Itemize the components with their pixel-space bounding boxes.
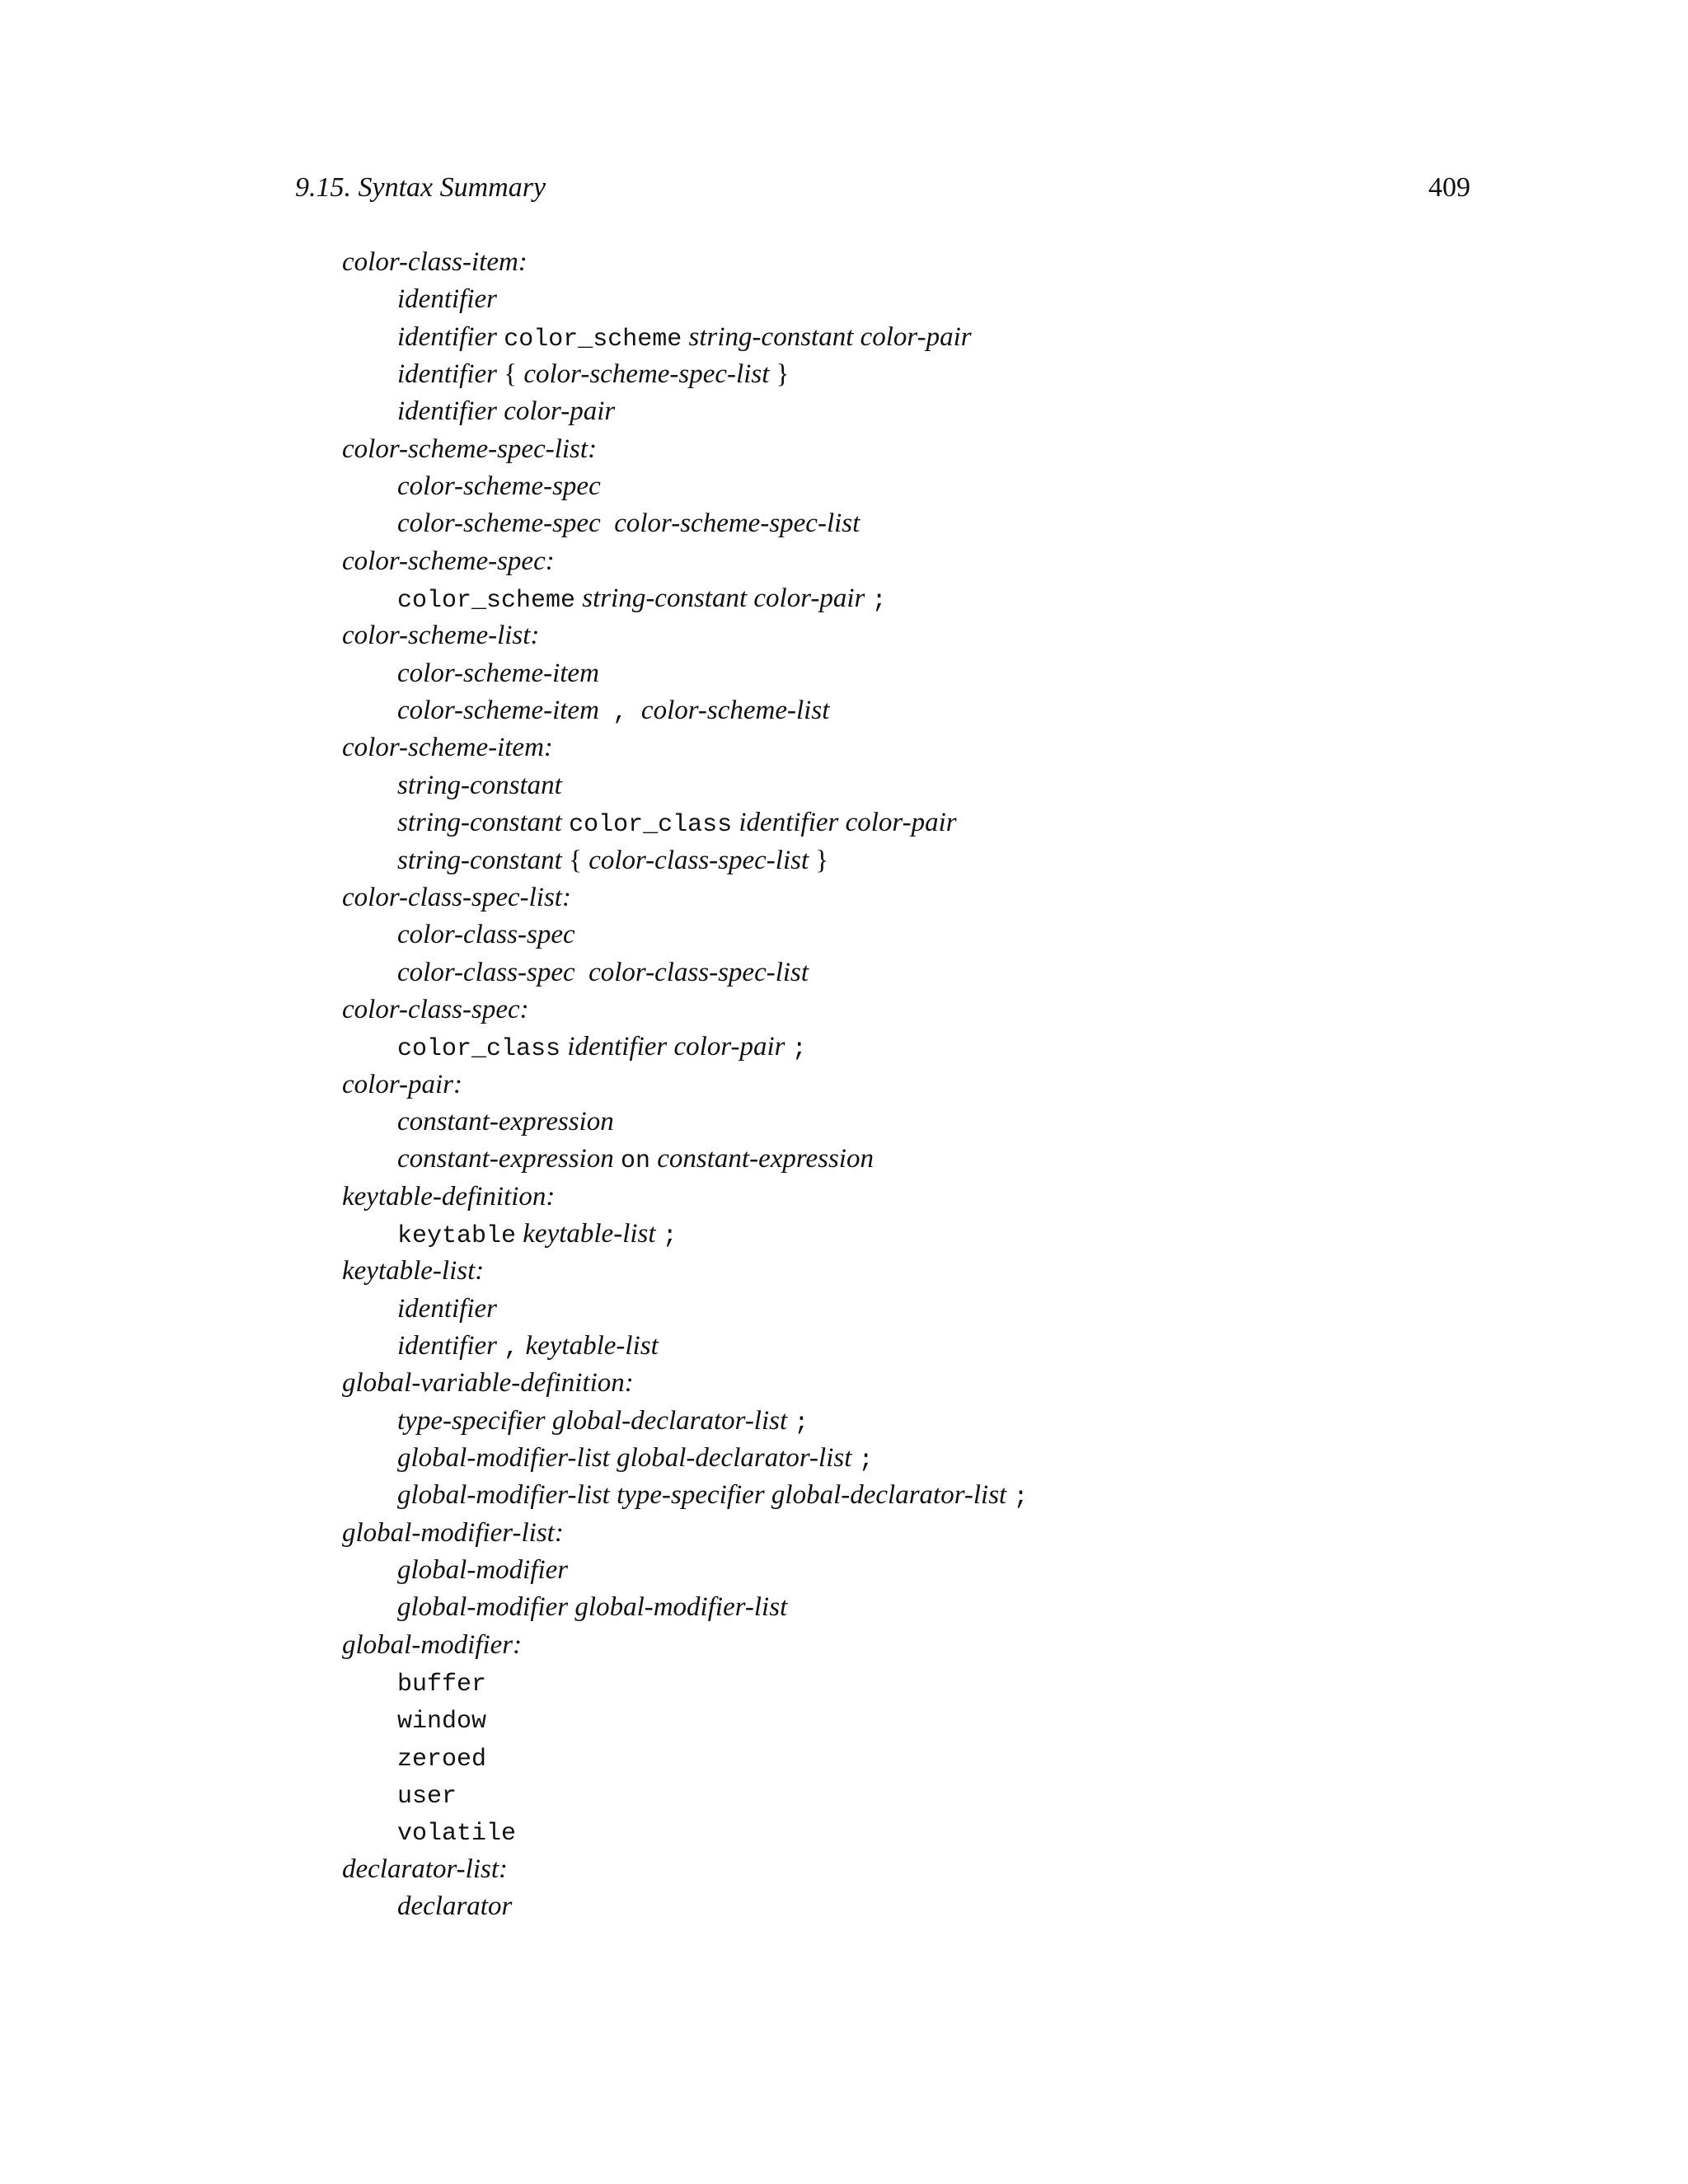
grammar-text: global-variable-definition: [342, 1368, 634, 1399]
grammar-symbol: } [815, 845, 829, 875]
page-number: 409 [1428, 172, 1470, 203]
grammar-symbol: } [776, 359, 790, 390]
grammar-alternative [342, 1701, 1578, 1738]
grammar-nonterminal [342, 1365, 1578, 1402]
grammar-alternative [342, 916, 1578, 954]
grammar-alternative [342, 1552, 1578, 1589]
grammar-text: color-class-spec: [342, 994, 529, 1024]
grammar-alternative [342, 356, 1578, 393]
grammar-keyword: , [504, 1333, 519, 1362]
grammar-text: declarator [397, 1891, 513, 1922]
grammar-text: constant-expression [397, 1144, 621, 1174]
grammar-rules [342, 244, 1578, 1925]
grammar-text: global-modifier-list global-declarator-list [397, 1443, 859, 1473]
grammar-text: color-class-spec color-class-spec-list [397, 957, 809, 987]
grammar-text: color-scheme-item [397, 658, 599, 688]
grammar-text: keytable-list [516, 1218, 663, 1249]
grammar-alternative [342, 468, 1578, 505]
grammar-text: identifier [397, 1330, 504, 1361]
grammar-text: color-pair: [342, 1069, 462, 1099]
grammar-keyword: keytable [397, 1221, 517, 1250]
grammar-text: identifier [397, 321, 504, 352]
grammar-text: string-constant color-pair [682, 321, 972, 352]
grammar-text: keytable-list: [342, 1256, 485, 1286]
grammar-alternative [342, 1477, 1578, 1514]
grammar-text: global-modifier: [342, 1629, 523, 1660]
grammar-keyword: , [612, 699, 628, 728]
grammar-nonterminal [342, 1253, 1578, 1290]
grammar-text: identifier color-pair [732, 808, 957, 838]
grammar-alternative [342, 804, 1578, 841]
grammar-text: color-scheme-spec color-scheme-spec-list [397, 509, 860, 539]
grammar-text: color-class-spec-list: [342, 882, 571, 912]
grammar-keyword: user [397, 1783, 457, 1811]
grammar-keyword: color_scheme [504, 325, 682, 354]
grammar-text: global-modifier-list type-specifier global-declarator-list [397, 1480, 1014, 1511]
grammar-text: color-scheme-item: [342, 733, 553, 763]
grammar-nonterminal [342, 729, 1578, 766]
grammar-alternative [342, 1216, 1578, 1253]
grammar-nonterminal [342, 991, 1578, 1029]
grammar-text: color-scheme-spec: [342, 546, 555, 576]
grammar-text: color-class-spec-list [581, 845, 816, 875]
grammar-alternative [342, 1888, 1578, 1925]
grammar-alternative [342, 655, 1578, 692]
grammar-text: color-scheme-spec-list [517, 359, 776, 390]
grammar-alternative [342, 1776, 1578, 1813]
grammar-nonterminal [342, 617, 1578, 654]
grammar-text: identifier [397, 284, 497, 315]
grammar-keyword: color_class [569, 811, 733, 840]
grammar-keyword: zeroed [397, 1745, 487, 1774]
grammar-alternative [342, 393, 1578, 430]
grammar-text: color-class-spec [397, 920, 575, 950]
grammar-alternative [342, 842, 1578, 879]
grammar-alternative [342, 954, 1578, 991]
grammar-alternative [342, 692, 1578, 729]
grammar-alternative [342, 1029, 1578, 1066]
grammar-alternative [342, 1403, 1578, 1440]
grammar-text: color-class-item: [342, 247, 528, 277]
grammar-text: keytable-definition: [342, 1181, 556, 1212]
grammar-nonterminal [342, 431, 1578, 468]
grammar-keyword: color_scheme [397, 587, 576, 616]
grammar-alternative [342, 1440, 1578, 1477]
grammar-keyword: window [397, 1708, 487, 1736]
grammar-text: keytable-list [518, 1330, 659, 1361]
grammar-keyword: buffer [397, 1671, 487, 1699]
grammar-text: string-constant [397, 770, 562, 800]
grammar-alternative [342, 1104, 1578, 1141]
grammar-alternative [342, 767, 1578, 804]
grammar-alternative [342, 1589, 1578, 1626]
section-title: 9.15. Syntax Summary [295, 172, 546, 203]
grammar-keyword: ; [858, 1446, 874, 1474]
page-header [295, 165, 1470, 211]
grammar-nonterminal [342, 1627, 1578, 1664]
grammar-keyword: ; [791, 1035, 807, 1064]
grammar-keyword: color_class [397, 1035, 561, 1064]
grammar-alternative [342, 319, 1578, 356]
grammar-alternative [342, 580, 1578, 617]
grammar-alternative [342, 1664, 1578, 1701]
grammar-nonterminal [342, 1515, 1578, 1552]
grammar-text: color-scheme-spec-list: [342, 434, 598, 464]
grammar-keyword: ; [1013, 1483, 1029, 1512]
grammar-text: constant-expression [650, 1144, 874, 1174]
grammar-alternative [342, 1291, 1578, 1328]
grammar-text: color-scheme-item [397, 696, 613, 726]
grammar-text: color-scheme-list [627, 696, 830, 726]
grammar-text: declarator-list: [342, 1854, 508, 1884]
grammar-alternative [342, 1328, 1578, 1365]
grammar-text: string-constant [397, 845, 570, 875]
grammar-text: global-modifier global-modifier-list [397, 1592, 788, 1623]
grammar-keyword: ; [794, 1408, 809, 1437]
grammar-text: global-modifier-list: [342, 1517, 564, 1548]
grammar-nonterminal [342, 1179, 1578, 1216]
grammar-alternative [342, 1813, 1578, 1850]
grammar-text: constant-expression [397, 1106, 614, 1137]
grammar-symbol: { [504, 359, 518, 390]
grammar-text: string-constant color-pair [575, 583, 872, 614]
grammar-text: identifier color-pair [397, 396, 616, 427]
grammar-text: string-constant [397, 808, 570, 838]
grammar-keyword: volatile [397, 1820, 517, 1849]
grammar-text: identifier color-pair [560, 1032, 792, 1062]
grammar-nonterminal [342, 244, 1578, 281]
grammar-text: color-scheme-spec [397, 471, 601, 502]
grammar-alternative [342, 505, 1578, 542]
grammar-nonterminal [342, 543, 1578, 580]
grammar-alternative [342, 281, 1578, 318]
grammar-keyword: ; [662, 1221, 678, 1250]
grammar-text: global-modifier [397, 1555, 569, 1586]
grammar-symbol: { [569, 845, 582, 875]
grammar-alternative [342, 1141, 1578, 1178]
grammar-text: identifier [397, 1293, 497, 1324]
grammar-keyword: ; [871, 587, 887, 616]
grammar-text: type-specifier global-declarator-list [397, 1405, 795, 1436]
grammar-nonterminal [342, 1066, 1578, 1104]
grammar-nonterminal [342, 1851, 1578, 1888]
grammar-text: color-scheme-list: [342, 621, 540, 651]
grammar-text: identifier [397, 359, 504, 390]
grammar-alternative [342, 1739, 1578, 1776]
grammar-keyword: on [620, 1147, 650, 1176]
grammar-nonterminal [342, 879, 1578, 916]
